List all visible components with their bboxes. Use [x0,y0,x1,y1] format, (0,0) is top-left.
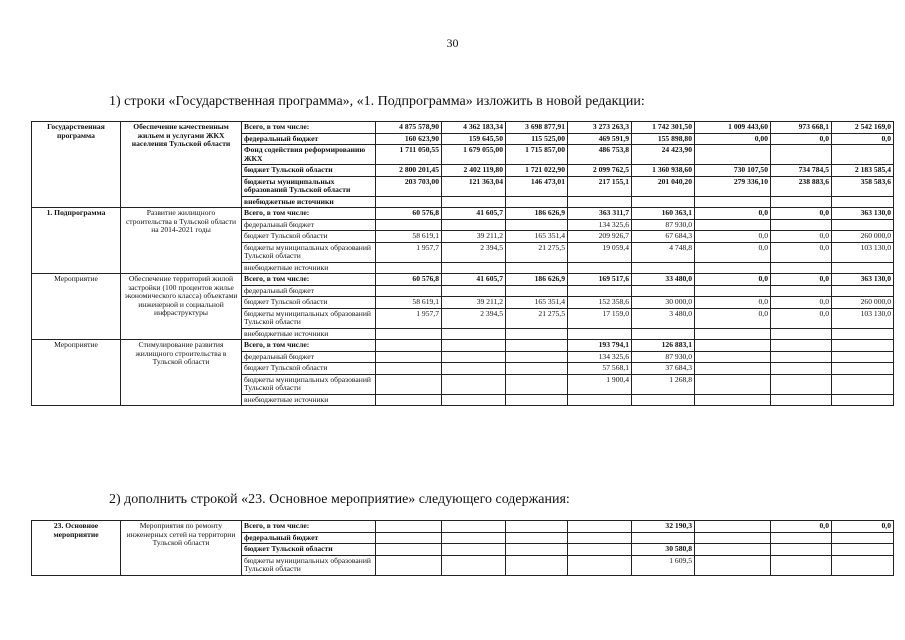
amount-cell: 39 211,2 [442,231,506,243]
amount-cell: 1 715 857,00 [506,145,568,165]
amount-cell: 1 742 301,50 [632,122,695,134]
amount-cell [442,555,506,575]
amount-cell [376,394,442,406]
amount-cell [695,521,771,533]
amount-cell [442,363,506,375]
amount-cell [632,285,695,297]
amount-cell: 358 583,6 [832,176,894,196]
amount-cell [376,351,442,363]
amount-cell [695,145,771,165]
amount-cell [506,521,568,533]
amount-cell [695,544,771,556]
amount-cell [832,219,894,231]
amount-cell [506,219,568,231]
amount-cell: 260 000,0 [832,297,894,309]
amount-cell [568,532,632,544]
funding-source-cell: федеральный бюджет [242,351,376,363]
amount-cell: 363 311,7 [568,208,632,220]
amount-cell: 0,0 [832,133,894,145]
amount-cell: 17 159,0 [568,308,632,328]
status-cell: 23. Основное мероприятие [32,521,121,576]
amount-cell [832,363,894,375]
amount-cell [771,219,832,231]
amount-cell [442,262,506,274]
amount-cell: 165 351,4 [506,231,568,243]
funding-source-cell: Всего, в том числе: [242,340,376,352]
amount-cell [442,328,506,340]
amount-cell: 0,0 [832,521,894,533]
amount-cell [832,340,894,352]
amount-cell [632,328,695,340]
funding-source-cell: бюджеты муниципальных образований Тульской области [242,176,376,196]
amount-cell [695,262,771,274]
amount-cell: 2 099 762,5 [568,165,632,177]
amount-cell [442,285,506,297]
amount-cell [376,555,442,575]
amount-cell: 58 619,1 [376,231,442,243]
funding-source-cell: федеральный бюджет [242,133,376,145]
amount-cell: 30 000,0 [632,297,695,309]
funding-source-cell: внебюджетные источники [242,262,376,274]
amount-cell [376,285,442,297]
amount-cell: 203 703,00 [376,176,442,196]
amount-cell: 469 591,9 [568,133,632,145]
amount-cell [376,340,442,352]
funding-source-cell: бюджеты муниципальных образований Тульской области [242,308,376,328]
amount-cell [695,340,771,352]
amount-cell: 60 576,8 [376,274,442,286]
amount-cell: 1 268,8 [632,374,695,394]
amount-cell: 0,0 [695,297,771,309]
amount-cell: 21 275,5 [506,308,568,328]
amount-cell [695,555,771,575]
amount-cell: 160 623,90 [376,133,442,145]
amount-cell: 134 325,6 [568,219,632,231]
amount-cell: 1 609,5 [632,555,695,575]
amount-cell: 165 351,4 [506,297,568,309]
amount-cell [568,394,632,406]
amount-cell: 60 576,8 [376,208,442,220]
amount-cell: 57 568,1 [568,363,632,375]
status-cell: 1. Подпрограмма [32,208,121,274]
amount-cell: 217 155,1 [568,176,632,196]
amount-cell: 186 626,9 [506,274,568,286]
amount-cell: 0,0 [771,242,832,262]
amount-cell: 87 930,0 [632,219,695,231]
amount-cell: 0,0 [771,274,832,286]
amount-cell [506,262,568,274]
amount-cell [568,196,632,208]
amount-cell: 1 957,7 [376,308,442,328]
amount-cell [568,555,632,575]
amount-cell [442,351,506,363]
amount-cell: 4 875 578,90 [376,122,442,134]
amount-cell: 159 645,50 [442,133,506,145]
amount-cell [695,374,771,394]
amount-cell [832,328,894,340]
amount-cell [695,196,771,208]
funding-source-cell: Всего, в том числе: [242,208,376,220]
amount-cell: 1 721 022,90 [506,165,568,177]
amount-cell [506,544,568,556]
amount-cell [442,532,506,544]
amount-cell: 4 748,8 [632,242,695,262]
amount-cell: 134 325,6 [568,351,632,363]
amount-cell: 1 360 938,60 [632,165,695,177]
amount-cell [832,544,894,556]
amount-cell: 1 679 055,00 [442,145,506,165]
amount-cell [376,521,442,533]
amount-cell: 260 000,0 [832,231,894,243]
funding-source-cell: бюджеты муниципальных образований Тульской области [242,242,376,262]
amount-cell [568,262,632,274]
amount-cell: 121 363,04 [442,176,506,196]
table-row [32,208,894,220]
amount-cell: 0,0 [695,242,771,262]
amount-cell: 0,0 [771,308,832,328]
amount-cell: 126 883,1 [632,340,695,352]
amount-cell: 2 402 119,80 [442,165,506,177]
funding-source-cell: Всего, в том числе: [242,521,376,533]
amount-cell [442,521,506,533]
amount-cell: 30 580,8 [632,544,695,556]
amount-cell [771,374,832,394]
amount-cell [442,394,506,406]
amount-cell: 58 619,1 [376,297,442,309]
amount-cell [376,262,442,274]
amount-cell [442,340,506,352]
amount-cell: 103 130,0 [832,242,894,262]
amount-cell: 3 273 263,3 [568,122,632,134]
amount-cell [506,340,568,352]
funding-source-cell: бюджет Тульской области [242,544,376,556]
funding-source-cell: Всего, в том числе: [242,122,376,134]
amount-cell: 363 130,0 [832,208,894,220]
amount-cell: 186 626,9 [506,208,568,220]
amount-cell: 0,0 [771,521,832,533]
amount-cell [832,374,894,394]
amount-cell: 155 898,80 [632,133,695,145]
amount-cell: 67 684,3 [632,231,695,243]
amount-cell [376,544,442,556]
funding-source-cell: бюджет Тульской области [242,165,376,177]
amount-cell [506,374,568,394]
amount-cell [442,196,506,208]
amount-cell [695,394,771,406]
status-cell: Государственная программа [32,122,121,208]
funding-source-cell: бюджеты муниципальных образований Тульской области [242,374,376,394]
funding-source-cell: Фонд содействия реформированию ЖКХ [242,145,376,165]
funding-source-cell: внебюджетные источники [242,328,376,340]
funding-source-cell: Всего, в том числе: [242,274,376,286]
amount-cell [506,285,568,297]
amount-cell: 169 517,6 [568,274,632,286]
amount-cell [771,532,832,544]
status-cell: Мероприятие [32,340,121,406]
amount-cell: 0,0 [695,208,771,220]
amount-cell: 2 394,5 [442,242,506,262]
amount-cell: 1 957,7 [376,242,442,262]
amount-cell: 0,0 [771,133,832,145]
amount-cell [695,285,771,297]
amount-cell: 0,0 [771,208,832,220]
amount-cell [832,262,894,274]
amount-cell: 103 130,0 [832,308,894,328]
amount-cell: 24 423,90 [632,145,695,165]
amount-cell [506,394,568,406]
amount-cell: 0,0 [695,308,771,328]
amount-cell: 41 605,7 [442,208,506,220]
amount-cell: 730 107,50 [695,165,771,177]
amount-cell [376,363,442,375]
funding-source-cell: федеральный бюджет [242,532,376,544]
amount-cell: 146 473,01 [506,176,568,196]
amount-cell [832,145,894,165]
amount-cell [376,532,442,544]
amount-cell: 4 362 183,34 [442,122,506,134]
amount-cell: 21 275,5 [506,242,568,262]
amount-cell [506,363,568,375]
amount-cell: 279 336,10 [695,176,771,196]
amount-cell [695,328,771,340]
amount-cell: 238 883,6 [771,176,832,196]
amount-cell: 1 009 443,60 [695,122,771,134]
amount-cell: 3 480,0 [632,308,695,328]
status-cell: Мероприятие [32,274,121,340]
amount-cell: 0,00 [695,133,771,145]
amount-cell: 1 900,4 [568,374,632,394]
amount-cell: 209 926,7 [568,231,632,243]
amount-cell [832,285,894,297]
amount-cell [376,219,442,231]
table-row [32,274,894,286]
amount-cell [442,219,506,231]
amount-cell: 193 794,1 [568,340,632,352]
amount-cell [442,374,506,394]
amount-cell [632,262,695,274]
amount-cell [376,328,442,340]
amount-cell: 0,0 [695,274,771,286]
amount-cell [832,555,894,575]
amount-cell: 3 698 877,91 [506,122,568,134]
table-row [32,122,894,134]
funding-source-cell: бюджет Тульской области [242,231,376,243]
program-name-cell: Мероприятия по ремонту инженерных сетей на территории Тульской области [121,521,242,576]
funding-source-cell: федеральный бюджет [242,219,376,231]
amount-cell [771,196,832,208]
page-number: 30 [446,36,459,50]
program-name-cell: Стимулирование развития жилищного строительства в Тульской области [121,340,242,406]
amount-cell [771,351,832,363]
amount-cell: 734 784,5 [771,165,832,177]
amount-cell: 2 542 169,0 [832,122,894,134]
amount-cell: 0,0 [771,297,832,309]
amount-cell [771,363,832,375]
amount-cell [771,340,832,352]
amount-cell: 152 358,6 [568,297,632,309]
amount-cell [632,196,695,208]
amount-cell [506,196,568,208]
program-name-cell: Обеспечение качественным жильем и услугами ЖКХ населения Тульской области [121,122,242,208]
amount-cell: 0,0 [771,231,832,243]
amendment-heading-2: 2) дополнить строкой «23. Основное мероприятие» следующего содержания: [109,492,570,507]
amount-cell [376,196,442,208]
amount-cell: 2 183 585,4 [832,165,894,177]
funding-source-cell: внебюджетные источники [242,196,376,208]
amount-cell [506,328,568,340]
amount-cell [695,351,771,363]
program-name-cell: Развитие жилищного строительства в Тульской области на 2014-2021 годы [121,208,242,274]
amount-cell [632,532,695,544]
amount-cell: 39 211,2 [442,297,506,309]
amount-cell: 37 684,3 [632,363,695,375]
amount-cell [695,363,771,375]
amount-cell [568,285,632,297]
amount-cell [568,521,632,533]
amount-cell: 363 130,0 [832,274,894,286]
funding-source-cell: федеральный бюджет [242,285,376,297]
amount-cell: 201 040,20 [632,176,695,196]
funding-source-cell: бюджет Тульской области [242,363,376,375]
amount-cell: 2 800 201,45 [376,165,442,177]
amount-cell: 41 605,7 [442,274,506,286]
amount-cell [832,196,894,208]
table-row [32,521,894,533]
amount-cell [771,555,832,575]
program-funding-table [31,121,894,406]
amount-cell [506,351,568,363]
amount-cell [568,328,632,340]
amount-cell: 2 394,5 [442,308,506,328]
amount-cell [506,555,568,575]
amount-cell [695,532,771,544]
amount-cell [771,285,832,297]
amount-cell [568,544,632,556]
amount-cell [506,532,568,544]
amount-cell: 115 525,00 [506,133,568,145]
amount-cell: 19 059,4 [568,242,632,262]
amount-cell [771,262,832,274]
amount-cell: 1 711 050,55 [376,145,442,165]
amount-cell [771,145,832,165]
amount-cell [832,351,894,363]
funding-source-cell: бюджеты муниципальных образований Тульской области [242,555,376,575]
funding-source-cell: внебюджетные источники [242,394,376,406]
amount-cell: 33 480,0 [632,274,695,286]
amendment-heading-1: 1) строки «Государственная программа», «1. Подпрограмма» изложить в новой редакции: [109,94,645,109]
amount-cell [832,394,894,406]
amount-cell: 973 668,1 [771,122,832,134]
amount-cell: 87 930,0 [632,351,695,363]
table-row [32,340,894,352]
amount-cell [695,219,771,231]
amount-cell: 160 363,1 [632,208,695,220]
amount-cell: 486 753,8 [568,145,632,165]
amount-cell [632,394,695,406]
amount-cell [442,544,506,556]
main-activity-table [31,520,894,576]
amount-cell [771,544,832,556]
amount-cell: 0,0 [695,231,771,243]
funding-source-cell: бюджет Тульской области [242,297,376,309]
amount-cell [832,532,894,544]
program-name-cell: Обеспечение территорий жилой застройки (100 процентов жилье экономического класса) объектами инженерной и социальной инфраструктуры [121,274,242,340]
amount-cell [376,374,442,394]
amount-cell [771,328,832,340]
amount-cell [771,394,832,406]
amount-cell: 32 190,3 [632,521,695,533]
